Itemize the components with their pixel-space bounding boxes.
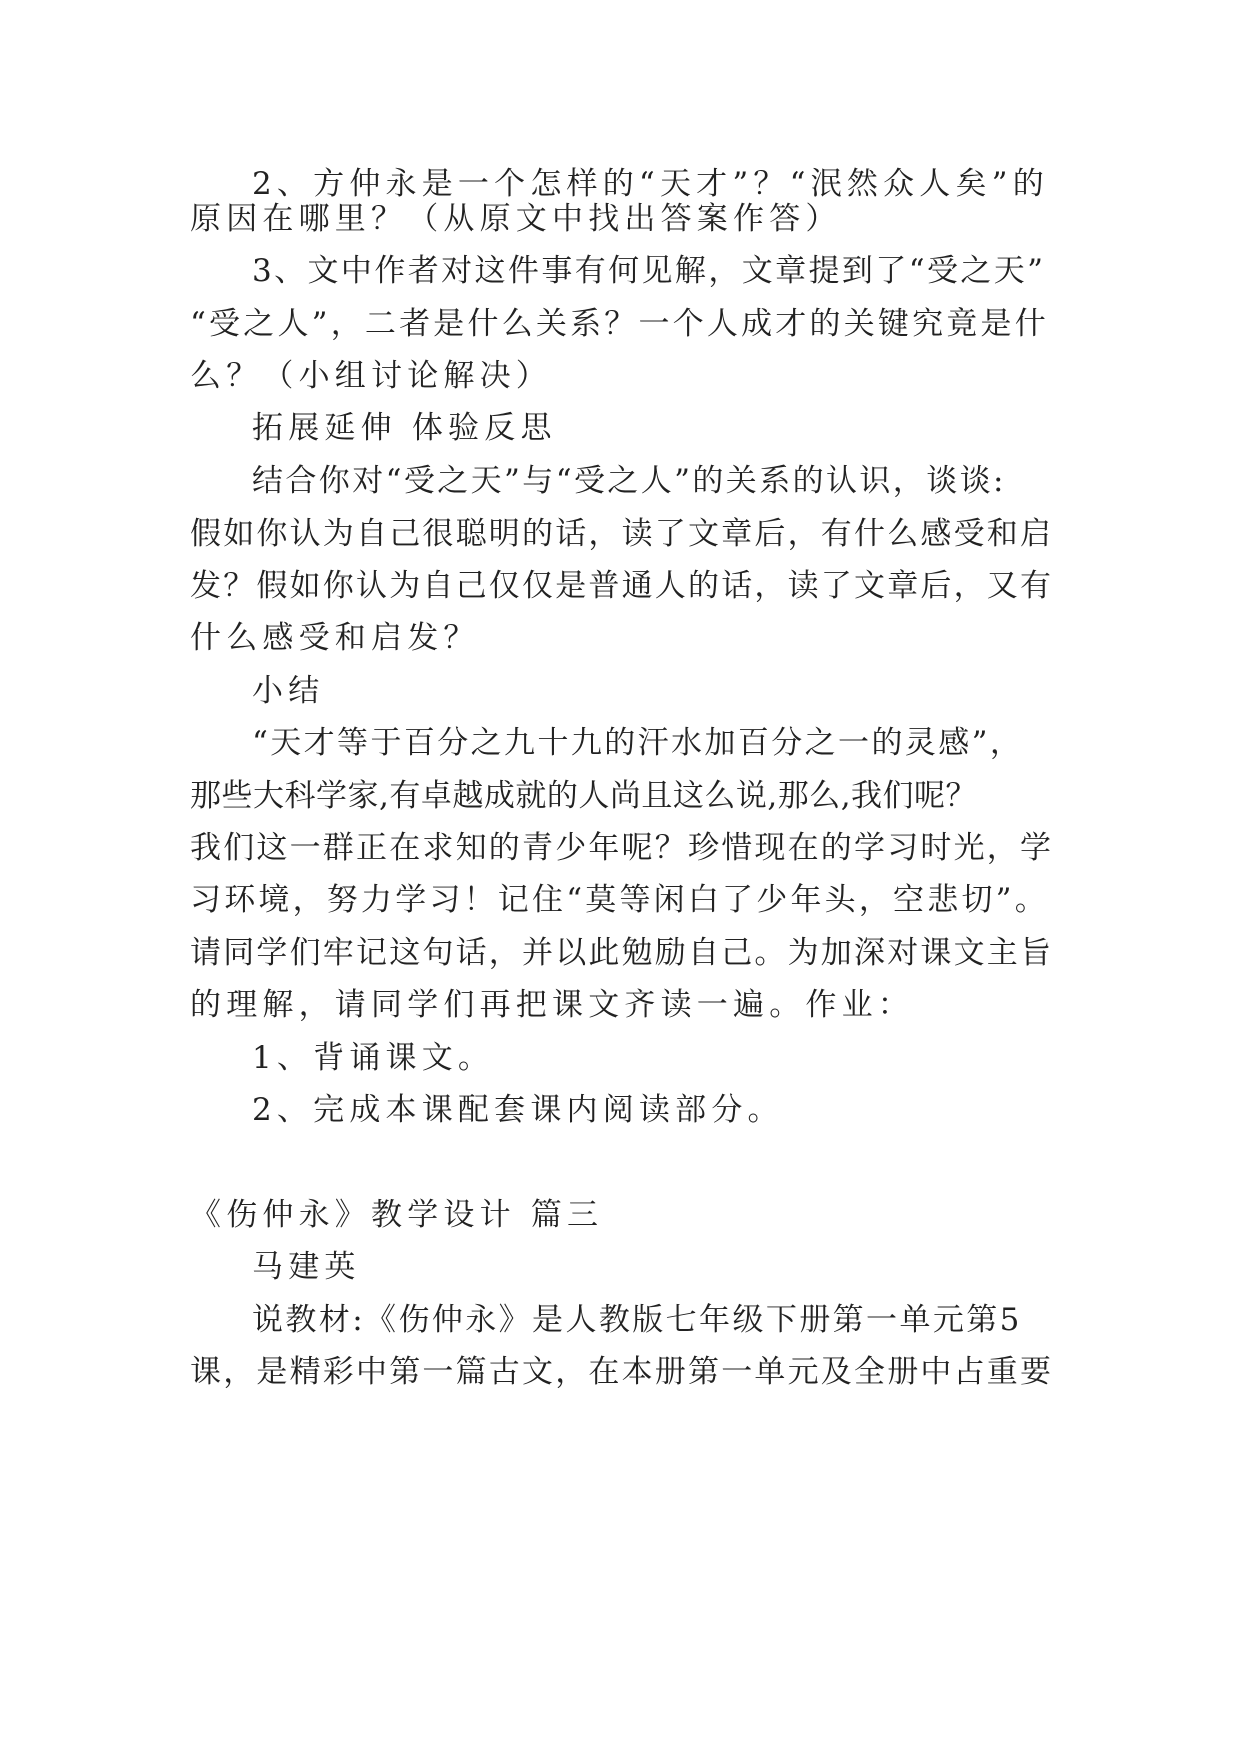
- section-title-part-3: 《伤仲永》教学设计 篇三: [190, 1197, 604, 1233]
- author-name: 马建英: [252, 1249, 361, 1285]
- section-heading-summary: 小结: [252, 673, 325, 709]
- summary-paragraph-line-1: “天才等于百分之九十九的汗水加百分之一的灵感”，: [252, 725, 1024, 761]
- homework-item-1: 1、背诵课文。: [252, 1040, 495, 1076]
- extension-paragraph-line-1: 结合你对“受之天”与“受之人”的关系的认识，谈谈:: [252, 463, 1006, 499]
- summary-paragraph-line-3: 我们这一群正在求知的青少年呢？珍惜现在的学习时光，学: [190, 830, 1054, 866]
- textbook-paragraph-line-1: 说教材:《伤仲永》是人教版七年级下册第一单元第5: [252, 1302, 1022, 1338]
- question-2-line-2: 原因在哪里？（从原文中找出答案作答）: [190, 201, 842, 237]
- question-2-line-1: 2、方仲永是一个怎样的“天才”？“泯然众人矣”的: [252, 166, 1049, 202]
- summary-paragraph-line-4: 习环境，努力学习！记住“莫等闲白了少年头，空悲切”。: [190, 882, 1049, 918]
- extension-paragraph-line-3: 发？假如你认为自己仅仅是普通人的话，读了文章后，又有: [190, 568, 1054, 604]
- summary-paragraph-line-5: 请同学们牢记这句话，并以此勉励自己。为加深对课文主旨: [190, 935, 1054, 971]
- question-3-line-2: “受之人”，二者是什么关系？一个人成才的关键究竟是什: [190, 306, 1049, 342]
- extension-paragraph-line-4: 什么感受和启发？: [190, 620, 480, 656]
- summary-paragraph-line-6: 的理解，请同学们再把课文齐读一遍。作业：: [190, 987, 914, 1023]
- summary-paragraph-line-2: 那些大科学家,有卓越成就的人尚且这么说,那么,我们呢？: [190, 778, 978, 814]
- section-heading-extension: 拓展延伸 体验反思: [252, 410, 557, 446]
- question-3-line-1: 3、文中作者对这件事有何见解，文章提到了“受之天”: [252, 253, 1046, 289]
- textbook-paragraph-line-2: 课，是精彩中第一篇古文，在本册第一单元及全册中占重要: [190, 1354, 1054, 1390]
- homework-item-2: 2、完成本课配套课内阅读部分。: [252, 1092, 784, 1128]
- extension-paragraph-line-2: 假如你认为自己很聪明的话，读了文章后，有什么感受和启: [190, 516, 1054, 552]
- question-3-line-3: 么？（小组讨论解决）: [190, 358, 552, 394]
